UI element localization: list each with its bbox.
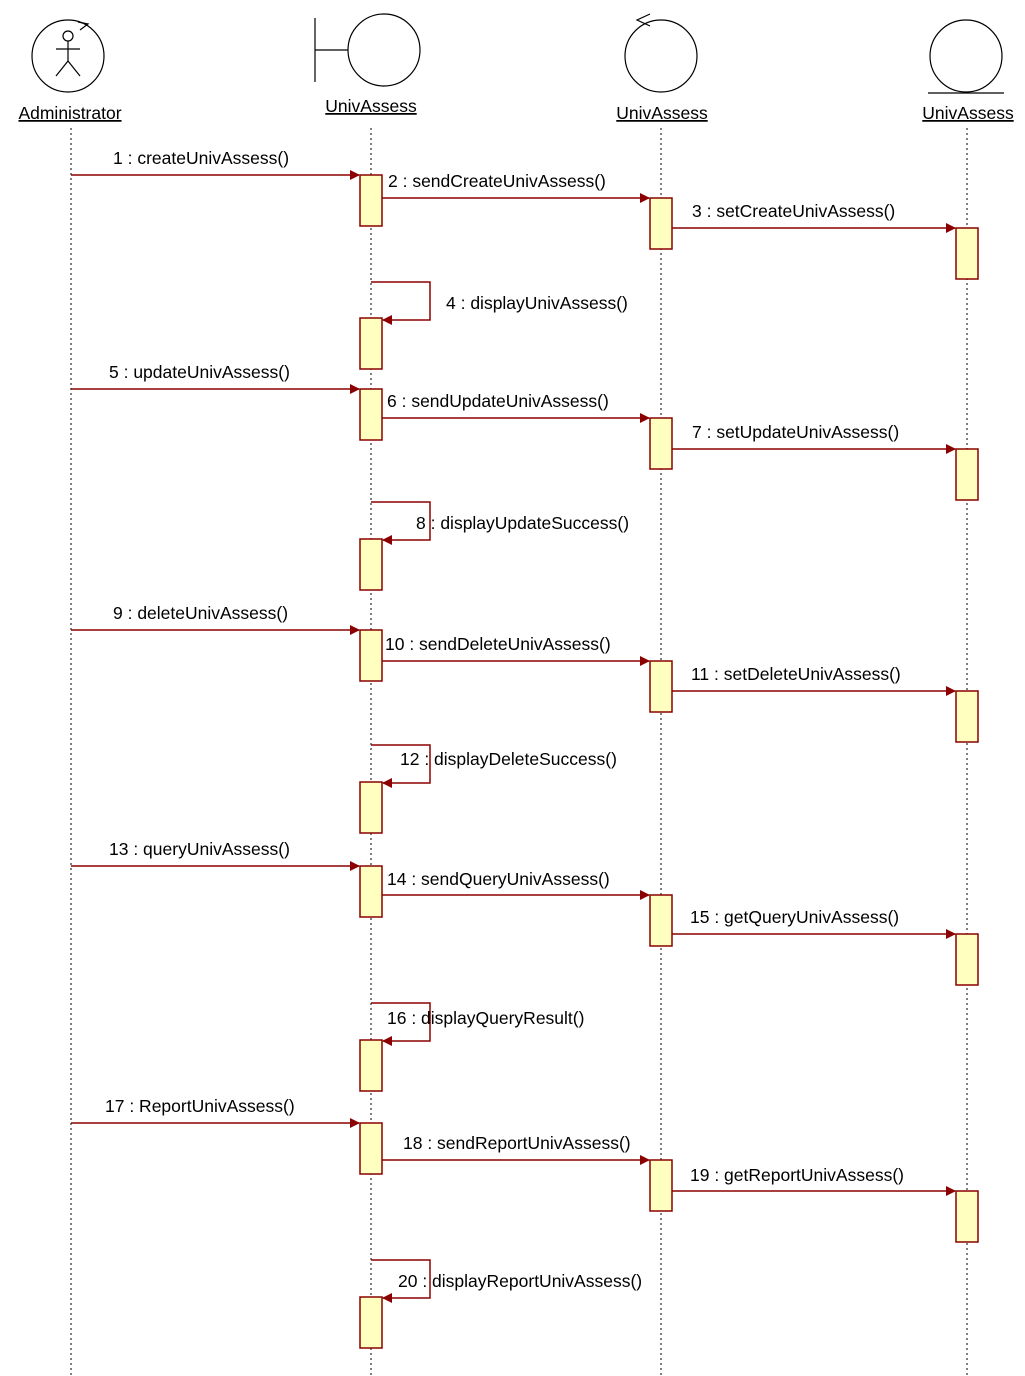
activation-bar — [360, 539, 382, 590]
activation-bar — [360, 1123, 382, 1174]
activation-bar — [360, 782, 382, 833]
message-label-11: 11 : setDeleteUnivAssess() — [691, 664, 901, 684]
message-label-12: 12 : displayDeleteSuccess() — [400, 749, 617, 769]
message-label-4: 4 : displayUnivAssess() — [446, 293, 628, 313]
participant-name-control: UnivAssess — [616, 103, 708, 123]
activation-bar — [956, 934, 978, 985]
message-label-6: 6 : sendUpdateUnivAssess() — [387, 391, 609, 411]
activation-bar — [650, 895, 672, 946]
activation-bar — [360, 1297, 382, 1348]
message-label-1: 1 : createUnivAssess() — [113, 148, 290, 168]
activation-bar — [360, 866, 382, 917]
activation-bar — [650, 1160, 672, 1211]
message-label-7: 7 : setUpdateUnivAssess() — [692, 422, 900, 442]
message-label-16: 16 : displayQueryResult() — [387, 1008, 585, 1028]
message-label-2: 2 : sendCreateUnivAssess() — [388, 171, 606, 191]
message-label-9: 9 : deleteUnivAssess() — [113, 603, 289, 623]
activation-bar — [360, 175, 382, 226]
participant-name-boundary: UnivAssess — [325, 96, 417, 116]
control-icon — [625, 14, 697, 92]
message-label-13: 13 : queryUnivAssess() — [109, 839, 290, 859]
activation-bar — [956, 691, 978, 742]
entity-icon — [928, 20, 1004, 93]
activation-bar — [956, 1191, 978, 1242]
actor-icon — [32, 20, 104, 92]
message-label-17: 17 : ReportUnivAssess() — [105, 1096, 295, 1116]
activation-bar — [360, 318, 382, 369]
participant-name-entity: UnivAssess — [922, 103, 1014, 123]
message-arrow-4 — [371, 282, 430, 320]
message-label-8: 8 : displayUpdateSuccess() — [416, 513, 630, 533]
boundary-icon — [315, 14, 420, 86]
participant-name-administrator: Administrator — [18, 103, 122, 123]
message-label-10: 10 : sendDeleteUnivAssess() — [385, 634, 611, 654]
message-label-14: 14 : sendQueryUnivAssess() — [387, 869, 610, 889]
activation-bar — [650, 198, 672, 249]
activation-bar — [956, 449, 978, 500]
message-label-5: 5 : updateUnivAssess() — [109, 362, 290, 382]
message-label-19: 19 : getReportUnivAssess() — [690, 1165, 904, 1185]
activation-bar — [360, 389, 382, 440]
activation-bar — [360, 630, 382, 681]
message-label-3: 3 : setCreateUnivAssess() — [692, 201, 896, 221]
activation-bar — [360, 1040, 382, 1091]
message-label-20: 20 : displayReportUnivAssess() — [398, 1271, 643, 1291]
activation-bar — [650, 418, 672, 469]
activation-bar — [650, 661, 672, 712]
message-label-15: 15 : getQueryUnivAssess() — [690, 907, 900, 927]
message-label-18: 18 : sendReportUnivAssess() — [403, 1133, 631, 1153]
activation-bar — [956, 228, 978, 279]
